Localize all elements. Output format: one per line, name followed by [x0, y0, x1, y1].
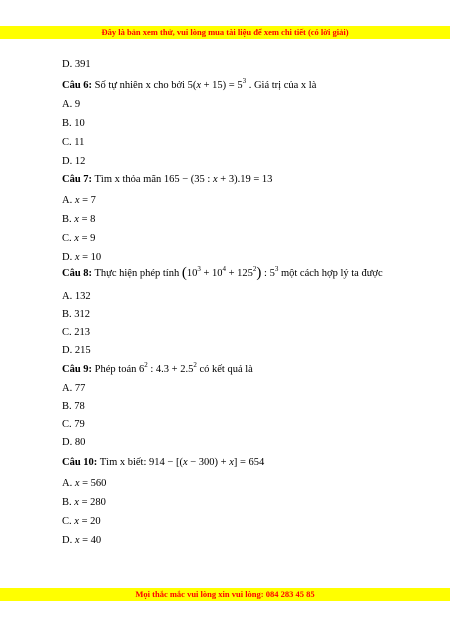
q6-option-c: C. 11	[62, 137, 85, 148]
q10-option-c: C. x = 20	[62, 516, 101, 527]
question-9: Câu 9: Phép toán $6^2$ : $4.3 + 2.5^2$ có kết quả là	[62, 361, 253, 375]
q9-option-c: C. 79	[62, 419, 85, 430]
q8-option-d: D. 215	[62, 345, 91, 356]
q9-expression: $6^2$ : $4.3 + 2.5^2$	[139, 361, 197, 375]
q8-expression: $(10^3 + 10^4 + 125^2)$ : $5^3$	[181, 265, 279, 281]
q10-option-d: D. x = 40	[62, 535, 102, 546]
q9-option-a: A. 77	[62, 383, 86, 394]
q7-option-d: D. x = 10	[62, 252, 102, 263]
q8-option-b: B. 312	[62, 309, 91, 320]
question-6: Câu 6: Số tự nhiên x cho bởi $5(x + 15) = 5^3$ . Giá trị của x là	[62, 77, 317, 91]
q7-option-b: B. x = 8	[62, 214, 96, 225]
q9-option-b: B. 78	[62, 401, 85, 412]
q9-option-d: D. 80	[62, 437, 86, 448]
prev-option-d: D. 391	[62, 59, 91, 70]
question-7: Câu 7: Tìm x thỏa mãn 165 − (35 : x + 3).19 = 13	[62, 174, 273, 185]
q8-option-a: A. 132	[62, 291, 91, 302]
q6-option-a: A. 9	[62, 99, 81, 110]
preview-banner: Đây là bản xem thử, vui lòng mua tài liệu để xem chi tiết (có lời giải)	[0, 26, 450, 39]
q8-option-c: C. 213	[62, 327, 91, 338]
q10-option-a: A. x = 560	[62, 478, 107, 489]
q7-expression: 165 − (35 : x + 3).19 = 13	[163, 174, 273, 185]
q6-option-d: D. 12	[62, 156, 86, 167]
question-10: Câu 10: Tìm x biết: 914 − [(x − 300) + x] = 654	[62, 457, 265, 468]
q7-option-a: A. x = 7	[62, 195, 96, 206]
q10-option-b: B. x = 280	[62, 497, 106, 508]
q7-option-c: C. x = 9	[62, 233, 96, 244]
q6-option-b: B. 10	[62, 118, 85, 129]
q6-expression: $5(x + 15) = 5^3$	[187, 77, 247, 91]
q10-expression: 914 − [(x − 300) + x] = 654	[149, 457, 265, 468]
question-8: Câu 8: Thực hiện phép tính $(10^3 + 10^4 + 125^2)$ : $5^3$ một cách hợp lý ta được	[62, 265, 383, 281]
contact-banner: Mọi thắc mắc vui lòng xin vui lòng: 084 283 45 85	[0, 588, 450, 601]
